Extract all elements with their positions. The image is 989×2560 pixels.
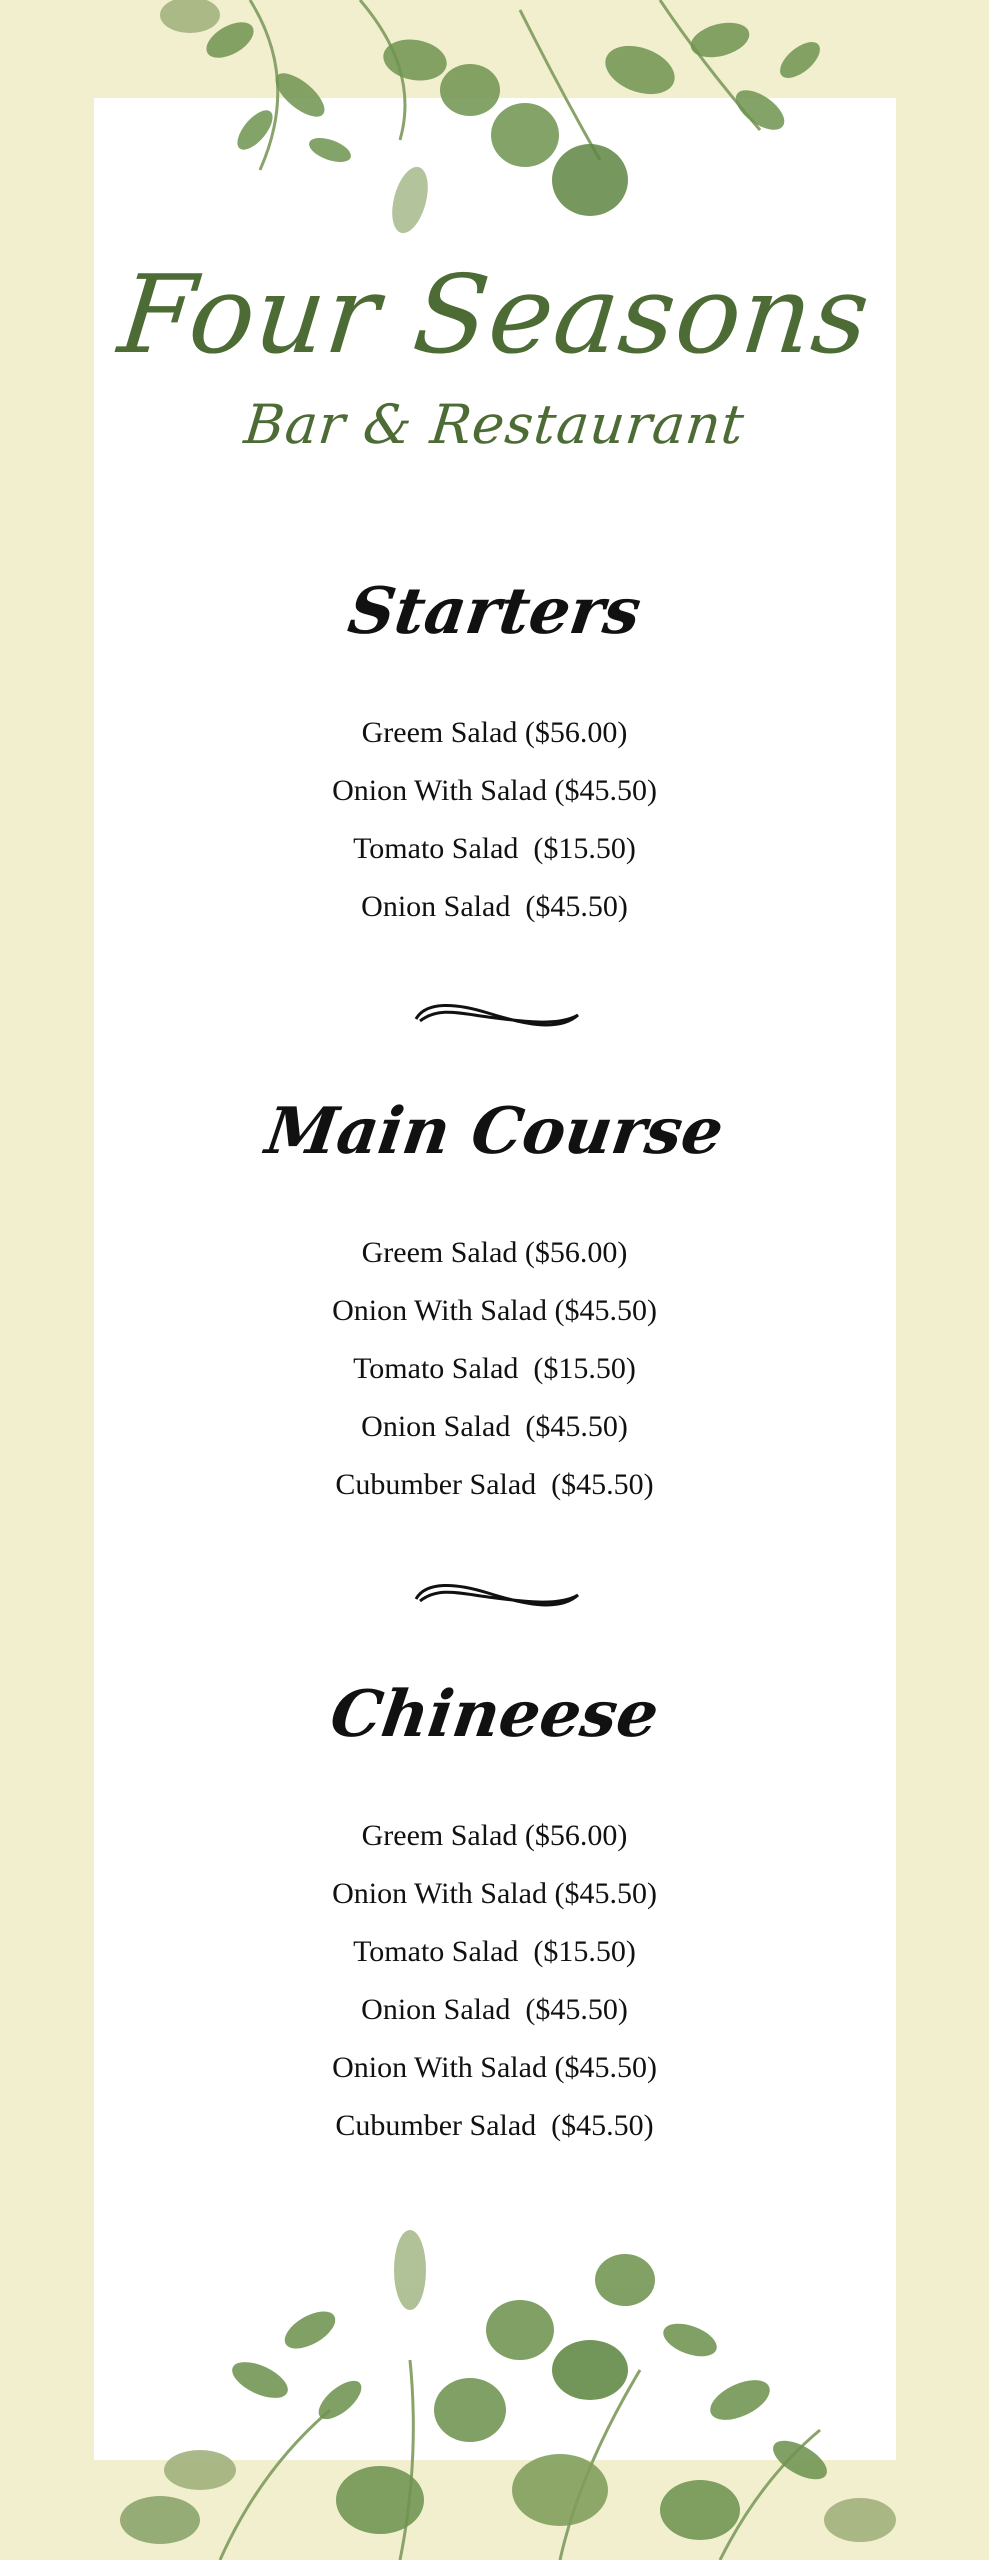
list-item: Cubumber Salad ($45.50) bbox=[335, 2109, 654, 2142]
list-item: Tomato Salad ($15.50) bbox=[353, 1352, 636, 1385]
main-course-list bbox=[0, 1224, 989, 1514]
list-item: Greem Salad ($56.00) bbox=[361, 716, 628, 749]
restaurant-tagline: Bar & Restaurant bbox=[241, 393, 748, 456]
swash-divider-icon bbox=[408, 995, 584, 1035]
restaurant-name: Four Seasons bbox=[113, 253, 876, 378]
section-title-main-course: Main Course bbox=[261, 1094, 728, 1169]
list-item: Onion With Salad ($45.50) bbox=[332, 2051, 657, 2084]
chineese-list bbox=[0, 1807, 989, 2155]
section-title-starters: Starters bbox=[343, 574, 646, 649]
list-item: Onion Salad ($45.50) bbox=[361, 1410, 628, 1443]
list-item: Onion With Salad ($45.50) bbox=[332, 1877, 657, 1910]
section-title-chineese: Chineese bbox=[326, 1677, 664, 1752]
swash-divider-icon bbox=[408, 1575, 584, 1615]
starters-list bbox=[0, 704, 989, 936]
list-item: Onion With Salad ($45.50) bbox=[332, 1294, 657, 1327]
list-item: Greem Salad ($56.00) bbox=[361, 1236, 628, 1269]
list-item: Tomato Salad ($15.50) bbox=[353, 1935, 636, 1968]
list-item: Onion Salad ($45.50) bbox=[361, 1993, 628, 2026]
list-item: Greem Salad ($56.00) bbox=[361, 1819, 628, 1852]
list-item: Cubumber Salad ($45.50) bbox=[335, 1468, 654, 1501]
list-item: Onion With Salad ($45.50) bbox=[332, 774, 657, 807]
list-item: Onion Salad ($45.50) bbox=[361, 890, 628, 923]
list-item: Tomato Salad ($15.50) bbox=[353, 832, 636, 865]
